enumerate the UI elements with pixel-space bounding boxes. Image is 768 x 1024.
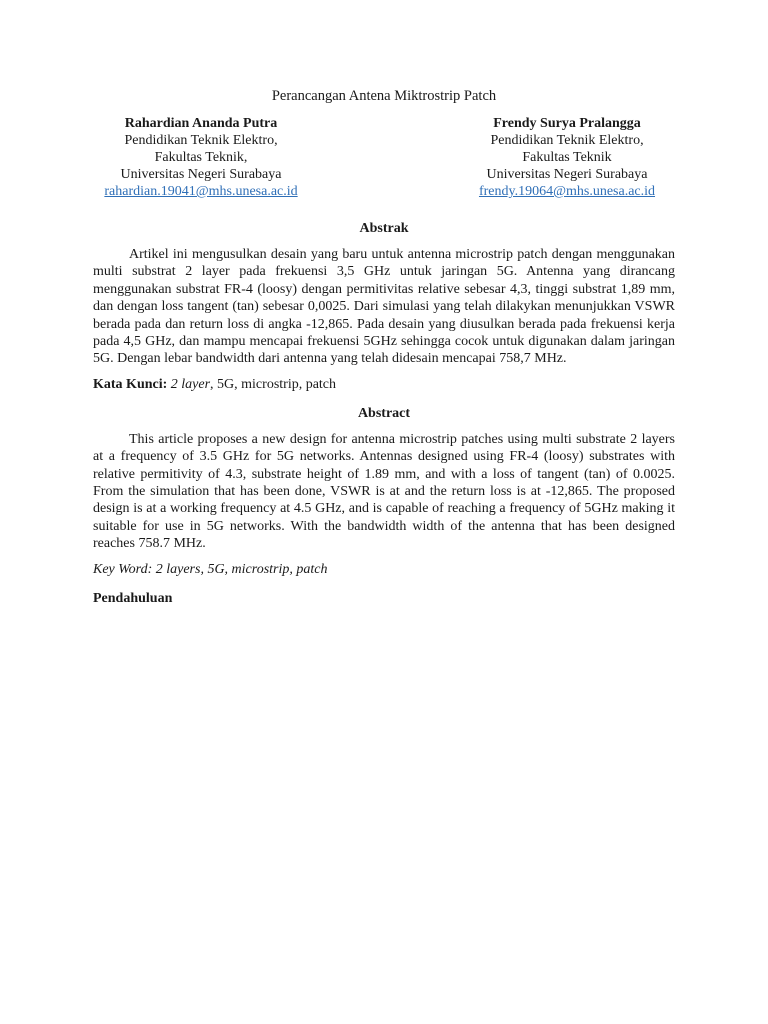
author-2-name: Frendy Surya Pralangga [493,116,641,131]
author-2-faculty: Fakultas Teknik [522,150,612,165]
kata-kunci [93,376,675,393]
document-title: Perancangan Antena Miktrostrip Patch [271,88,497,104]
author-1-faculty: Fakultas Teknik, [154,150,248,165]
author-1-dept: Pendidikan Teknik Elektro, [124,133,278,148]
author-block [93,115,675,200]
document-page [93,87,675,607]
abstract-heading: Abstract [357,405,411,421]
author-1-university: Universitas Negeri Surabaya [120,167,282,182]
author-2-email-link[interactable]: frendy.19064@mhs.unesa.ac.id [478,184,656,199]
kata-kunci-italic-term: 2 layer [170,376,211,392]
kata-kunci-rest: , 5G, microstrip, patch [210,376,337,392]
author-2 [447,115,687,200]
author-1-name: Rahardian Ananda Putra [124,116,278,131]
abstract-body: This article proposes a new design for antenna microstrip patches using multi substrate 2 layers at a frequency of 3.5 GHz for 5G networks. Antennas designed using FR-4 (loosy) substrates with relative permitivity of 4.3, substrate height of 1.89 mm, and with a loss of tangent (tan) of 0.0025. From the simulation that has been done, VSWR is at and the return loss is at -12,865. The proposed design is at a working frequency at 4.5 GHz, and is capable of reaching a frequency of 5GHz making it suitable for use in 5G networks. With the bandwidth width of the antenna that has been designed reaches 758.7 MHz. [93,431,675,552]
abstrak-body: Artikel ini mengusulkan desain yang baru untuk antenna microstrip patch dengan menggunakan multi substrat 2 layer pada frekuensi 3,5 GHz untuk jaringan 5G. Antenna yang dirancang menggunakan substrat FR-4 (loosy) dengan permitivitas relative sebesar 4,3, tinggi substrat 1,89 mm, dan dengan loss tangent (tan) sebesar 0,0025. Dari simulasi yang telah dilakykan menunjukkan VSWR berada pada dan return loss di angka -12,865. Pada desain yang diusulkan berada pada frekuensi kerja pada 4,5 GHz, dan mampu mencapai frekuensi 5GHz sehingga cocok untuk digunakan dalam jaringan 5G. Dengan lebar bandwidth dari antenna yang telah didesain mencapai 758,7 MHz. [93,247,675,367]
kata-kunci-label: Kata Kunci: [93,376,168,392]
author-2-university: Universitas Negeri Surabaya [486,167,648,182]
key-word: Key Word: 2 layers, 5G, microstrip, patch [93,561,328,577]
author-2-dept: Pendidikan Teknik Elektro, [490,133,644,148]
abstrak-heading: Abstrak [359,221,409,236]
pendahuluan-heading: Pendahuluan [93,590,173,606]
author-1 [81,115,321,200]
author-1-email-link[interactable]: rahardian.19041@mhs.unesa.ac.id [104,184,298,199]
